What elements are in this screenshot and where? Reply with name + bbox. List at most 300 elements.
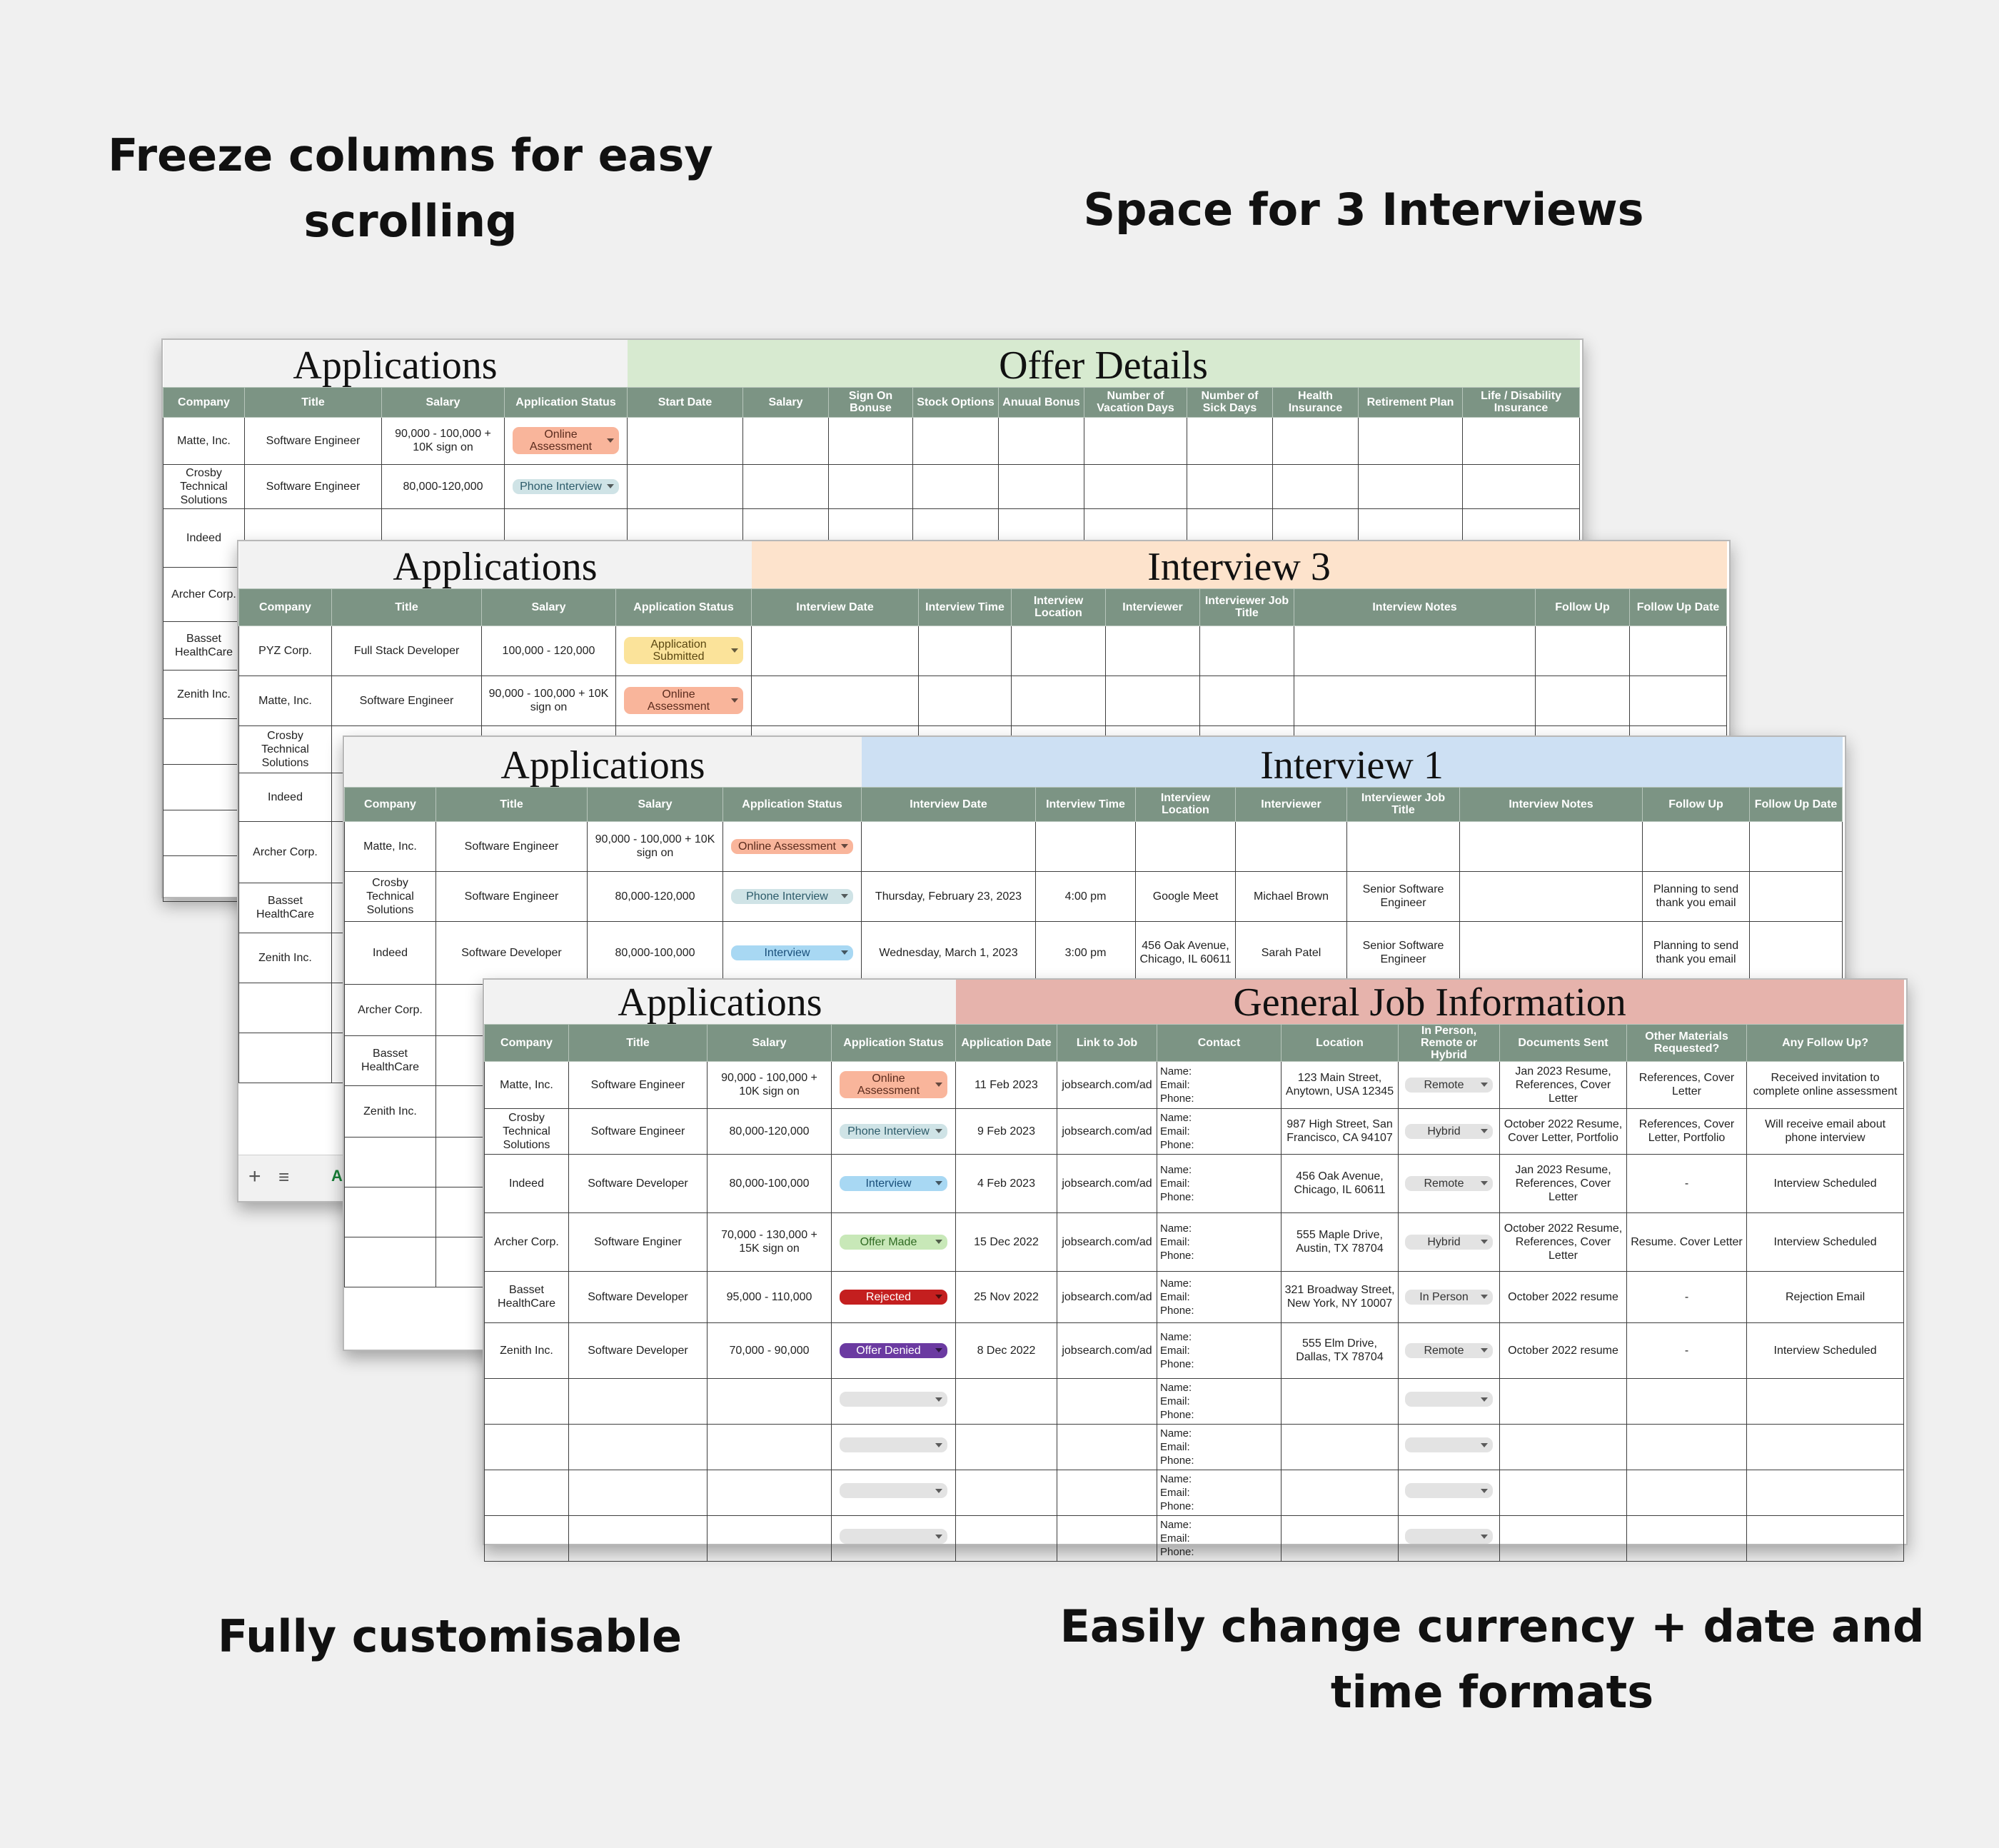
cell-materials[interactable]	[1627, 1424, 1747, 1470]
column-header[interactable]: Application Status	[505, 387, 628, 417]
cell-follow-up[interactable]: Received invitation to complete online assessment	[1747, 1061, 1904, 1108]
cell--blank[interactable]	[1200, 676, 1294, 725]
add-sheet-icon[interactable]: +	[248, 1165, 261, 1188]
cell-company[interactable]	[485, 1378, 569, 1424]
cell-documents[interactable]: Jan 2023 Resume, References, Cover Letter	[1500, 1061, 1627, 1108]
column-header[interactable]: Company	[163, 387, 245, 417]
cell-salary[interactable]: 95,000 - 110,000	[708, 1271, 832, 1322]
cell--blank[interactable]	[1106, 676, 1200, 725]
column-header[interactable]: Company	[485, 1024, 569, 1061]
column-header[interactable]: Salary	[382, 387, 505, 417]
cell-documents[interactable]	[1500, 1378, 1627, 1424]
cell-link[interactable]: jobsearch.com/ad	[1057, 1108, 1157, 1154]
cell-follow-up-date[interactable]	[1750, 921, 1843, 984]
status-dropdown[interactable]	[840, 1437, 948, 1452]
column-header[interactable]: Interview Date	[752, 588, 919, 626]
column-header[interactable]: Interviewer Job Title	[1347, 787, 1460, 821]
cell-time[interactable]: 3:00 pm	[1036, 921, 1136, 984]
column-header[interactable]: Documents Sent	[1500, 1024, 1627, 1061]
cell-title[interactable]	[569, 1470, 708, 1515]
cell-company[interactable]: Matte, Inc.	[345, 821, 436, 871]
cell-salary[interactable]	[708, 1515, 832, 1561]
cell-salary[interactable]: 80,000-120,000	[588, 871, 723, 921]
cell-company[interactable]: Indeed	[485, 1154, 569, 1212]
cell-link[interactable]	[1057, 1470, 1157, 1515]
cell-company[interactable]: Basset HealthCare	[239, 883, 332, 933]
cell-contact[interactable]	[1157, 1378, 1282, 1424]
cell--blank[interactable]	[1200, 626, 1294, 676]
cell-status[interactable]	[723, 921, 862, 984]
cell--blank[interactable]	[1463, 464, 1580, 508]
column-header[interactable]: Interview Time	[1036, 787, 1136, 821]
cell-time[interactable]: 4:00 pm	[1036, 871, 1136, 921]
cell-location[interactable]	[1282, 1424, 1399, 1470]
cell-company[interactable]	[485, 1424, 569, 1470]
cell--blank[interactable]	[1012, 676, 1106, 725]
column-header[interactable]: Number of Vacation Days	[1084, 387, 1187, 417]
cell--blank[interactable]	[1012, 626, 1106, 676]
cell--blank[interactable]	[919, 676, 1012, 725]
work-type-dropdown[interactable]	[1405, 1078, 1492, 1093]
cell-status[interactable]	[505, 417, 628, 464]
cell--blank[interactable]	[1084, 417, 1187, 464]
cell-follow-up[interactable]: Will receive email about phone interview	[1747, 1108, 1904, 1154]
cell-status[interactable]	[832, 1424, 956, 1470]
cell-time[interactable]	[1036, 821, 1136, 871]
cell-company[interactable]: Basset HealthCare	[163, 621, 245, 670]
cell-link[interactable]: jobsearch.com/ad	[1057, 1322, 1157, 1378]
cell-contact[interactable]	[1157, 1061, 1282, 1108]
status-dropdown[interactable]	[840, 1071, 948, 1098]
cell-company[interactable]	[485, 1515, 569, 1561]
column-header[interactable]: Salary	[708, 1024, 832, 1061]
cell-company[interactable]: Crosby Technical Solutions	[239, 725, 332, 773]
status-dropdown[interactable]	[624, 637, 743, 664]
cell--blank[interactable]	[752, 626, 919, 676]
cell--blank[interactable]	[1084, 464, 1187, 508]
cell-contact[interactable]	[1157, 1108, 1282, 1154]
cell-link[interactable]	[1057, 1378, 1157, 1424]
cell-company[interactable]: Matte, Inc.	[239, 676, 332, 725]
work-type-dropdown[interactable]	[1405, 1437, 1492, 1452]
column-header[interactable]: Follow Up	[1643, 787, 1750, 821]
cell-date[interactable]: 15 Dec 2022	[956, 1212, 1057, 1271]
cell--blank[interactable]	[1536, 626, 1630, 676]
cell-salary[interactable]	[708, 1470, 832, 1515]
cell-salary[interactable]: 70,000 - 90,000	[708, 1322, 832, 1378]
column-header[interactable]: Application Status	[616, 588, 752, 626]
cell-contact[interactable]	[1157, 1212, 1282, 1271]
cell--blank[interactable]	[1630, 676, 1727, 725]
cell-link[interactable]	[1057, 1515, 1157, 1561]
cell-location[interactable]: 123 Main Street, Anytown, USA 12345	[1282, 1061, 1399, 1108]
cell--blank[interactable]	[1463, 417, 1580, 464]
cell-date[interactable]: 8 Dec 2022	[956, 1322, 1057, 1378]
cell-documents[interactable]: Jan 2023 Resume, References, Cover Letter	[1500, 1154, 1627, 1212]
cell-link[interactable]: jobsearch.com/ad	[1057, 1061, 1157, 1108]
empty-cell[interactable]	[345, 1237, 436, 1287]
column-header[interactable]: Interviewer Job Title	[1200, 588, 1294, 626]
cell-link[interactable]: jobsearch.com/ad	[1057, 1212, 1157, 1271]
cell-status[interactable]	[832, 1154, 956, 1212]
status-dropdown[interactable]	[840, 1124, 948, 1139]
column-header[interactable]: Title	[245, 387, 382, 417]
cell-contact[interactable]	[1157, 1154, 1282, 1212]
empty-cell[interactable]	[345, 1187, 436, 1237]
status-dropdown[interactable]	[840, 1290, 948, 1305]
column-header[interactable]: Title	[332, 588, 482, 626]
cell-follow-up[interactable]: Interview Scheduled	[1747, 1322, 1904, 1378]
cell-follow-up[interactable]	[1643, 821, 1750, 871]
column-header[interactable]: Follow Up Date	[1630, 588, 1727, 626]
cell-company[interactable]: Archer Corp.	[485, 1212, 569, 1271]
cell-contact[interactable]	[1157, 1515, 1282, 1561]
status-dropdown[interactable]	[731, 889, 852, 904]
column-header[interactable]: Application Status	[723, 787, 862, 821]
cell-salary[interactable]: 90,000 - 100,000 + 10K sign on	[382, 417, 505, 464]
cell--blank[interactable]	[829, 417, 913, 464]
cell-notes[interactable]	[1460, 921, 1643, 984]
empty-cell[interactable]	[345, 1137, 436, 1187]
cell-company[interactable]: Matte, Inc.	[163, 417, 245, 464]
cell-work-type[interactable]	[1399, 1154, 1500, 1212]
cell-date[interactable]: 25 Nov 2022	[956, 1271, 1057, 1322]
work-type-dropdown[interactable]	[1405, 1529, 1492, 1544]
cell-status[interactable]	[616, 676, 752, 725]
cell--blank[interactable]	[1630, 626, 1727, 676]
cell-job-title[interactable]: Senior Software Engineer	[1347, 921, 1460, 984]
cell-follow-up[interactable]: Rejection Email	[1747, 1271, 1904, 1322]
status-dropdown[interactable]	[513, 427, 620, 454]
cell-follow-up-date[interactable]	[1750, 871, 1843, 921]
cell-documents[interactable]	[1500, 1515, 1627, 1561]
cell-title[interactable]: Full Stack Developer	[332, 626, 482, 676]
cell-title[interactable]: Software Developer	[569, 1154, 708, 1212]
cell-date[interactable]	[956, 1424, 1057, 1470]
empty-cell[interactable]	[163, 764, 245, 810]
cell-company[interactable]: Archer Corp.	[345, 984, 436, 1035]
column-header[interactable]: Contact	[1157, 1024, 1282, 1061]
cell-salary[interactable]: 80,000-100,000	[588, 921, 723, 984]
cell-salary[interactable]: 90,000 - 100,000 + 10K sign on	[708, 1061, 832, 1108]
cell-location[interactable]	[1282, 1378, 1399, 1424]
cell-status[interactable]	[832, 1271, 956, 1322]
cell-title[interactable]: Software Enginer	[569, 1212, 708, 1271]
cell-materials[interactable]: References, Cover Letter	[1627, 1061, 1747, 1108]
cell-work-type[interactable]	[1399, 1322, 1500, 1378]
column-header[interactable]: Interview Notes	[1294, 588, 1536, 626]
empty-cell[interactable]	[239, 1033, 332, 1083]
cell-location[interactable]: 555 Maple Drive, Austin, TX 78704	[1282, 1212, 1399, 1271]
status-dropdown[interactable]	[840, 1483, 948, 1498]
cell-materials[interactable]	[1627, 1378, 1747, 1424]
cell-documents[interactable]	[1500, 1470, 1627, 1515]
cell-status[interactable]	[832, 1515, 956, 1561]
cell-documents[interactable]: October 2022 Resume, Cover Letter, Portfolio	[1500, 1108, 1627, 1154]
cell-status[interactable]	[832, 1212, 956, 1271]
column-header[interactable]: Health Insurance	[1273, 387, 1359, 417]
cell--blank[interactable]	[1294, 626, 1536, 676]
cell--blank[interactable]	[628, 464, 743, 508]
cell--blank[interactable]	[913, 417, 999, 464]
status-dropdown[interactable]	[840, 1392, 948, 1407]
cell-company[interactable]: Matte, Inc.	[485, 1061, 569, 1108]
cell-follow-up[interactable]	[1747, 1515, 1904, 1561]
cell-status[interactable]	[723, 821, 862, 871]
cell-follow-up[interactable]: Interview Scheduled	[1747, 1212, 1904, 1271]
cell-company[interactable]	[485, 1470, 569, 1515]
cell-materials[interactable]: References, Cover Letter, Portfolio	[1627, 1108, 1747, 1154]
cell-title[interactable]: Software Engineer	[436, 821, 588, 871]
cell-documents[interactable]	[1500, 1424, 1627, 1470]
cell-date[interactable]: Thursday, February 23, 2023	[862, 871, 1036, 921]
cell-salary[interactable]: 70,000 - 130,000 + 15K sign on	[708, 1212, 832, 1271]
column-header[interactable]: Title	[436, 787, 588, 821]
cell-location[interactable]: 987 High Street, San Francisco, CA 94107	[1282, 1108, 1399, 1154]
cell-salary[interactable]: 80,000-120,000	[708, 1108, 832, 1154]
cell-company[interactable]: Basset HealthCare	[485, 1271, 569, 1322]
column-header[interactable]: Salary	[482, 588, 616, 626]
cell-salary[interactable]	[708, 1378, 832, 1424]
cell-title[interactable]	[569, 1515, 708, 1561]
cell--blank[interactable]	[1273, 417, 1359, 464]
cell-salary[interactable]	[708, 1424, 832, 1470]
cell-date[interactable]	[862, 821, 1036, 871]
cell--blank[interactable]	[743, 464, 829, 508]
cell-company[interactable]: Crosby Technical Solutions	[485, 1108, 569, 1154]
cell--blank[interactable]	[628, 417, 743, 464]
cell--blank[interactable]	[829, 464, 913, 508]
cell-status[interactable]	[832, 1322, 956, 1378]
cell-materials[interactable]: -	[1627, 1322, 1747, 1378]
cell-location[interactable]: 555 Elm Drive, Dallas, TX 78704	[1282, 1322, 1399, 1378]
cell-work-type[interactable]	[1399, 1470, 1500, 1515]
cell--blank[interactable]	[1273, 464, 1359, 508]
cell-follow-up[interactable]	[1747, 1378, 1904, 1424]
column-header[interactable]: Follow Up Date	[1750, 787, 1843, 821]
cell-location[interactable]: 456 Oak Avenue, Chicago, IL 60611	[1282, 1154, 1399, 1212]
cell-title[interactable]	[569, 1378, 708, 1424]
cell-company[interactable]: Zenith Inc.	[485, 1322, 569, 1378]
cell-company[interactable]: Zenith Inc.	[163, 670, 245, 718]
cell-materials[interactable]: -	[1627, 1154, 1747, 1212]
cell-contact[interactable]	[1157, 1470, 1282, 1515]
cell-link[interactable]: jobsearch.com/ad	[1057, 1154, 1157, 1212]
cell--blank[interactable]	[999, 464, 1084, 508]
cell-link[interactable]: jobsearch.com/ad	[1057, 1271, 1157, 1322]
cell-company[interactable]: Zenith Inc.	[239, 933, 332, 983]
cell-documents[interactable]: October 2022 resume	[1500, 1271, 1627, 1322]
cell-location[interactable]	[1282, 1515, 1399, 1561]
cell-job-title[interactable]	[1347, 821, 1460, 871]
cell-title[interactable]: Software Engineer	[569, 1061, 708, 1108]
cell-title[interactable]: Software Developer	[436, 921, 588, 984]
cell-work-type[interactable]	[1399, 1108, 1500, 1154]
cell-salary[interactable]: 80,000-100,000	[708, 1154, 832, 1212]
cell-notes[interactable]	[1460, 821, 1643, 871]
cell--blank[interactable]	[1359, 417, 1463, 464]
cell-interviewer[interactable]: Michael Brown	[1236, 871, 1347, 921]
cell-salary[interactable]: 90,000 - 100,000 + 10K sign on	[588, 821, 723, 871]
cell-status[interactable]	[723, 871, 862, 921]
cell-link[interactable]	[1057, 1424, 1157, 1470]
cell-notes[interactable]	[1460, 871, 1643, 921]
cell--blank[interactable]	[1359, 464, 1463, 508]
cell-company[interactable]: Basset HealthCare	[345, 1035, 436, 1085]
cell-work-type[interactable]	[1399, 1515, 1500, 1561]
empty-cell[interactable]	[163, 718, 245, 764]
work-type-dropdown[interactable]	[1405, 1176, 1492, 1191]
status-dropdown[interactable]	[513, 479, 620, 494]
cell-documents[interactable]: October 2022 resume	[1500, 1322, 1627, 1378]
cell-location[interactable]: 321 Broadway Street, New York, NY 10007	[1282, 1271, 1399, 1322]
cell-contact[interactable]	[1157, 1322, 1282, 1378]
column-header[interactable]: Number of Sick Days	[1187, 387, 1273, 417]
cell-location[interactable]	[1136, 821, 1236, 871]
column-header[interactable]: Application Date	[956, 1024, 1057, 1061]
status-dropdown[interactable]	[731, 839, 852, 854]
work-type-dropdown[interactable]	[1405, 1483, 1492, 1498]
cell-work-type[interactable]	[1399, 1061, 1500, 1108]
cell-status[interactable]	[616, 626, 752, 676]
cell-company[interactable]: Crosby Technical Solutions	[345, 871, 436, 921]
cell--blank[interactable]	[1106, 626, 1200, 676]
column-header[interactable]: Other Materials Requested?	[1627, 1024, 1747, 1061]
work-type-dropdown[interactable]	[1405, 1124, 1492, 1139]
cell-status[interactable]	[832, 1378, 956, 1424]
cell-title[interactable]: Software Developer	[569, 1271, 708, 1322]
cell-title[interactable]: Software Engineer	[436, 871, 588, 921]
column-header[interactable]: Follow Up	[1536, 588, 1630, 626]
cell-title[interactable]: Software Engineer	[332, 676, 482, 725]
cell-follow-up[interactable]: Planning to send thank you email	[1643, 871, 1750, 921]
column-header[interactable]: Interviewer	[1236, 787, 1347, 821]
cell-date[interactable]: 9 Feb 2023	[956, 1108, 1057, 1154]
cell-work-type[interactable]	[1399, 1378, 1500, 1424]
cell-company[interactable]: Crosby Technical Solutions	[163, 464, 245, 508]
cell-title[interactable]: Software Engineer	[245, 464, 382, 508]
cell-location[interactable]: Google Meet	[1136, 871, 1236, 921]
cell-company[interactable]: Zenith Inc.	[345, 1085, 436, 1137]
empty-cell[interactable]	[239, 983, 332, 1033]
cell-follow-up[interactable]	[1747, 1470, 1904, 1515]
column-header[interactable]: Company	[239, 588, 332, 626]
cell-interviewer[interactable]: Sarah Patel	[1236, 921, 1347, 984]
cell-interviewer[interactable]	[1236, 821, 1347, 871]
cell-company[interactable]: Indeed	[163, 508, 245, 567]
cell-work-type[interactable]	[1399, 1271, 1500, 1322]
column-header[interactable]: Interview Location	[1136, 787, 1236, 821]
status-dropdown[interactable]	[731, 945, 852, 960]
cell--blank[interactable]	[752, 676, 919, 725]
column-header[interactable]: Interviewer	[1106, 588, 1200, 626]
cell-follow-up[interactable]: Interview Scheduled	[1747, 1154, 1904, 1212]
column-header[interactable]: Interview Notes	[1460, 787, 1643, 821]
column-header[interactable]: Interview Time	[919, 588, 1012, 626]
cell-status[interactable]	[832, 1108, 956, 1154]
cell-location[interactable]: 456 Oak Avenue, Chicago, IL 60611	[1136, 921, 1236, 984]
cell-materials[interactable]: Resume. Cover Letter	[1627, 1212, 1747, 1271]
cell-company[interactable]: PYZ Corp.	[239, 626, 332, 676]
cell-materials[interactable]	[1627, 1515, 1747, 1561]
cell--blank[interactable]	[999, 417, 1084, 464]
column-header[interactable]: Stock Options	[913, 387, 999, 417]
status-dropdown[interactable]	[840, 1343, 948, 1358]
empty-cell[interactable]	[163, 855, 245, 901]
column-header[interactable]: Sign On Bonuse	[829, 387, 913, 417]
column-header[interactable]: Company	[345, 787, 436, 821]
work-type-dropdown[interactable]	[1405, 1343, 1492, 1358]
cell-work-type[interactable]	[1399, 1212, 1500, 1271]
cell-status[interactable]	[832, 1470, 956, 1515]
cell-date[interactable]	[956, 1515, 1057, 1561]
cell-status[interactable]	[832, 1061, 956, 1108]
column-header[interactable]: In Person, Remote or Hybrid	[1399, 1024, 1500, 1061]
status-dropdown[interactable]	[840, 1235, 948, 1250]
cell-date[interactable]	[956, 1470, 1057, 1515]
cell-salary[interactable]: 100,000 - 120,000	[482, 626, 616, 676]
status-dropdown[interactable]	[840, 1176, 948, 1191]
cell-company[interactable]: Archer Corp.	[163, 567, 245, 621]
cell-title[interactable]: Software Engineer	[569, 1108, 708, 1154]
cell-materials[interactable]	[1627, 1470, 1747, 1515]
cell-title[interactable]: Software Developer	[569, 1322, 708, 1378]
cell-documents[interactable]: October 2022 Resume, References, Cover Letter	[1500, 1212, 1627, 1271]
cell-date[interactable]	[956, 1378, 1057, 1424]
all-sheets-icon[interactable]: ≡	[278, 1166, 290, 1187]
column-header[interactable]: Start Date	[628, 387, 743, 417]
cell-title[interactable]: Software Engineer	[245, 417, 382, 464]
cell--blank[interactable]	[1536, 676, 1630, 725]
cell-work-type[interactable]	[1399, 1424, 1500, 1470]
cell-date[interactable]: 4 Feb 2023	[956, 1154, 1057, 1212]
cell--blank[interactable]	[743, 417, 829, 464]
cell-status[interactable]	[505, 464, 628, 508]
cell-salary[interactable]: 90,000 - 100,000 + 10K sign on	[482, 676, 616, 725]
cell-company[interactable]: Archer Corp.	[239, 821, 332, 883]
cell-follow-up[interactable]: Planning to send thank you email	[1643, 921, 1750, 984]
cell--blank[interactable]	[913, 464, 999, 508]
status-dropdown[interactable]	[624, 687, 743, 714]
work-type-dropdown[interactable]	[1405, 1290, 1492, 1305]
sheet-tab[interactable]: A	[331, 1167, 343, 1185]
column-header[interactable]: Location	[1282, 1024, 1399, 1061]
status-dropdown[interactable]	[840, 1529, 948, 1544]
column-header[interactable]: Link to Job	[1057, 1024, 1157, 1061]
cell--blank[interactable]	[1294, 676, 1536, 725]
column-header[interactable]: Any Follow Up?	[1747, 1024, 1904, 1061]
cell-company[interactable]: Indeed	[239, 773, 332, 821]
cell-follow-up[interactable]	[1747, 1424, 1904, 1470]
cell--blank[interactable]	[919, 626, 1012, 676]
cell-contact[interactable]	[1157, 1424, 1282, 1470]
cell-salary[interactable]: 80,000-120,000	[382, 464, 505, 508]
cell-title[interactable]	[569, 1424, 708, 1470]
column-header[interactable]: Title	[569, 1024, 708, 1061]
work-type-dropdown[interactable]	[1405, 1235, 1492, 1250]
column-header[interactable]: Life / Disability Insurance	[1463, 387, 1580, 417]
cell--blank[interactable]	[1187, 417, 1273, 464]
column-header[interactable]: Salary	[588, 787, 723, 821]
cell--blank[interactable]	[1187, 464, 1273, 508]
cell-location[interactable]	[1282, 1470, 1399, 1515]
column-header[interactable]: Salary	[743, 387, 829, 417]
cell-date[interactable]: Wednesday, March 1, 2023	[862, 921, 1036, 984]
cell-follow-up-date[interactable]	[1750, 821, 1843, 871]
work-type-dropdown[interactable]	[1405, 1392, 1492, 1407]
cell-company[interactable]: Indeed	[345, 921, 436, 984]
empty-cell[interactable]	[163, 810, 245, 855]
